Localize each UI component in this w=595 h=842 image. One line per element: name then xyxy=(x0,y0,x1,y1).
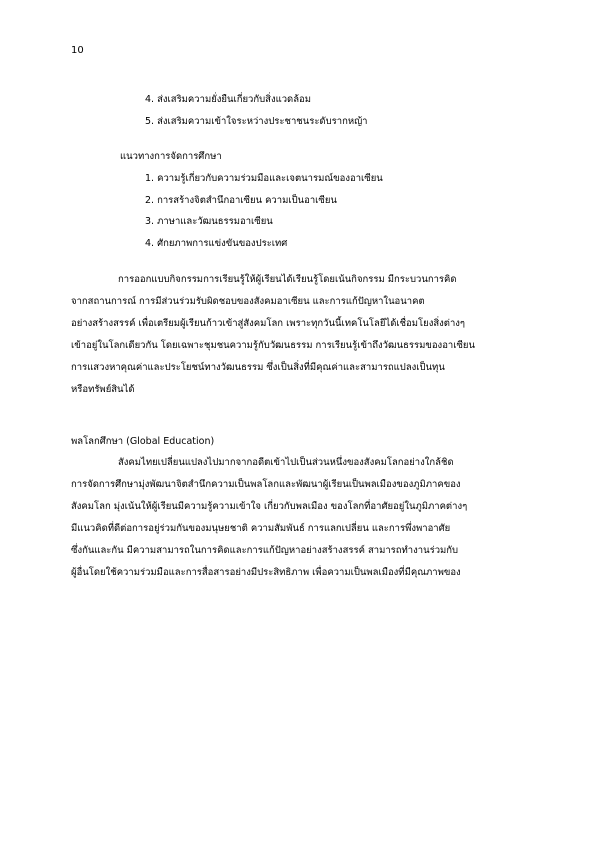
list-item: 3. ภาษาและวัฒนธรรมอาเซียน xyxy=(145,216,273,227)
paragraph-line: เข้าอยู่ในโลกเดียวกัน โดยเฉพาะชุมชนความรู้กับวัฒนธรรม การเรียนรู้เข้าถึงวัฒนธรรมของอาเซียน xyxy=(71,340,475,351)
paragraph-line: มีแนวคิดที่ดีต่อการอยู่ร่วมกันของมนุษยชาติ ความสัมพันธ์ การแลกเปลี่ยน และการพึ่งพาอาศัย xyxy=(71,523,451,534)
list-item: 4. ส่งเสริมความยั่งยืนเกี่ยวกับสิ่งแวดล้อม xyxy=(145,94,312,105)
paragraph-line: สังคมโลก มุ่งเน้นให้ผู้เรียนมีความรู้ความเข้าใจ เกี่ยวกับพลเมือง ของโลกที่อาศัยอยู่ในภูมิภาคต่างๆ xyxy=(71,501,468,512)
paragraph-line: ซึ่งกันและกัน มีความสามารถในการคิดและการแก้ปัญหาอย่างสร้างสรรค์ สามารถทำงานร่วมกับ xyxy=(71,545,459,556)
paragraph-line: การแสวงหาคุณค่าและประโยชน์ทางวัฒนธรรม ซึ่งเป็นสิ่งที่มีคุณค่าและสามารถแปลงเป็นทุน xyxy=(71,362,445,373)
paragraph-line: ผู้อื่นโดยใช้ความร่วมมือและการสื่อสารอย่างมีประสิทธิภาพ เพื่อความเป็นพลเมืองที่มีคุณภาพของ xyxy=(71,567,461,578)
list-item: 5. ส่งเสริมความเข้าใจระหว่างประชาชนระดับรากหญ้า xyxy=(145,116,368,127)
paragraph-line: การจัดการศึกษามุ่งพัฒนาจิตสำนึกความเป็นพลโลกและพัฒนาผู้เรียนเป็นพลเมืองของภูมิภาคของ xyxy=(71,479,461,490)
list-item: 1. ความรู้เกี่ยวกับความร่วมมือและเจตนารมณ์ของอาเซียน xyxy=(145,173,383,184)
list-item: 4. ศักยภาพการแข่งขันของประเทศ xyxy=(145,238,288,249)
page-number: 10 xyxy=(71,45,84,56)
approach-heading: แนวทางการจัดการศึกษา xyxy=(120,151,222,162)
paragraph-line: การออกแบบกิจกรรมการเรียนรู้ให้ผู้เรียนได้เรียนรู้โดยเน้นกิจกรรม มีกระบวนการคิด xyxy=(118,274,457,285)
list-item: 2. การสร้างจิตสำนึกอาเซียน ความเป็นอาเซียน xyxy=(145,195,337,206)
paragraph-line: หรือทรัพย์สินได้ xyxy=(71,384,135,395)
paragraph-line: อย่างสร้างสรรค์ เพื่อเตรียมผู้เรียนก้าวเข้าสู่สังคมโลก เพราะทุกวันนี้เทคโนโลยีได้เชื่อมโยงสิ่งต่างๆ xyxy=(71,318,466,329)
paragraph-line: สังคมไทยเปลี่ยนแปลงไปมากจากอดีตเข้าไปเป็นส่วนหนึ่งของสังคมโลกอย่างใกล้ชิด xyxy=(118,457,454,468)
global-education-heading: พลโลกศึกษา (Global Education) xyxy=(71,436,215,447)
paragraph-line: จากสถานการณ์ การมีส่วนร่วมรับผิดชอบของสังคมอาเซียน และการแก้ปัญหาในอนาคต xyxy=(71,296,425,307)
